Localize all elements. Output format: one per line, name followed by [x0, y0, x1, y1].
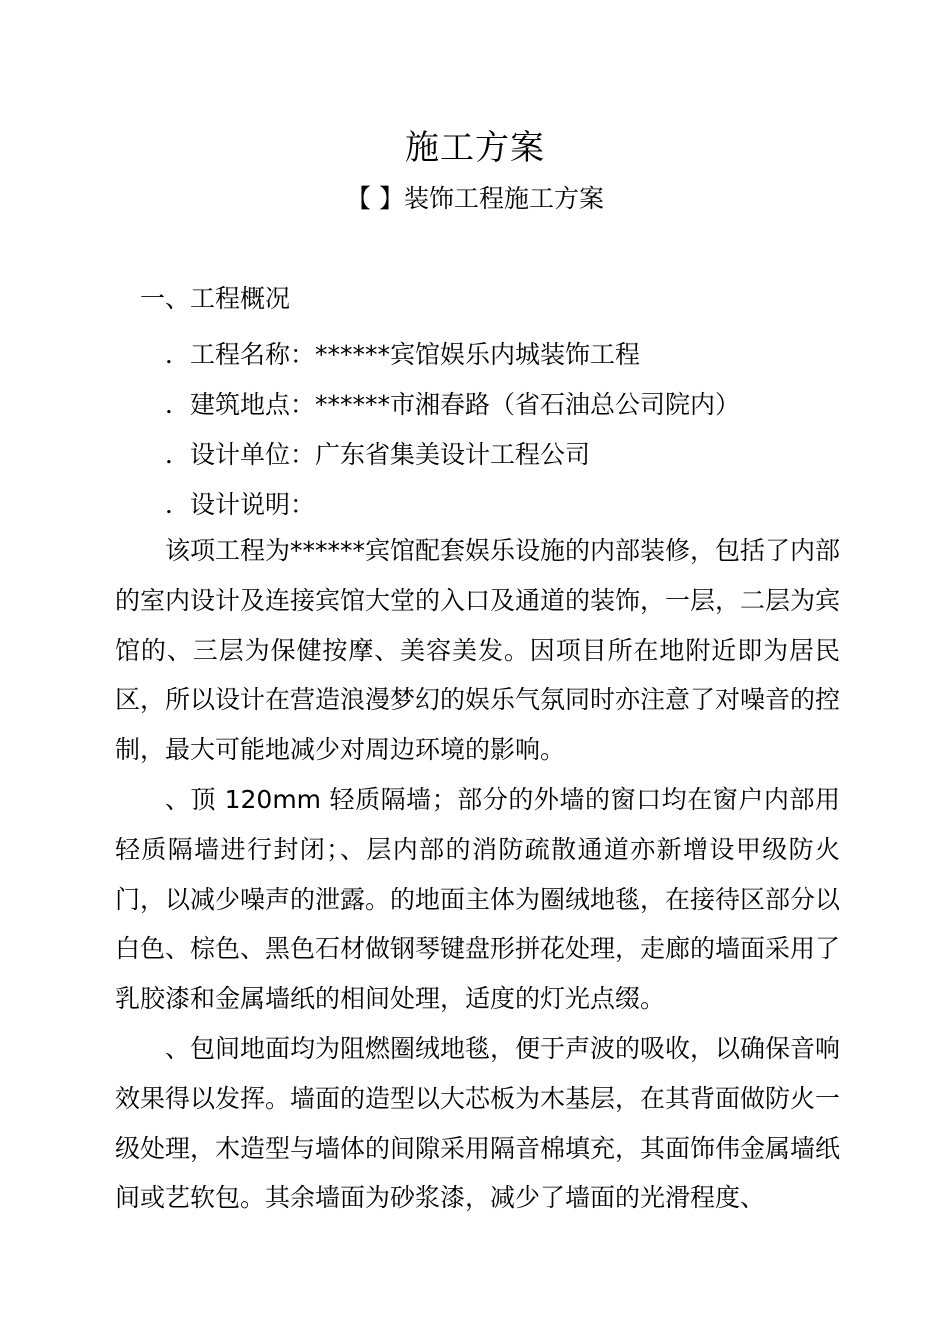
project-name-item: ．工程名称：******宾馆娱乐内城装饰工程: [165, 340, 641, 369]
design-unit-item: ．设计单位：广东省集美设计工程公司: [165, 440, 591, 469]
section-heading: 一、工程概况: [140, 284, 291, 313]
paragraph-overview: 该项工程为******宾馆配套娱乐设施的内部装修，包括了内部的室内设计及连接宾馆大堂的入口及通道的装饰，一层，二层为宾馆的、三层为保健按摩、美容美发。因项目所在地附近即为居民区，所以设计在营造浪漫梦幻的娱乐气氛同时亦注意了对噪音的控制，最大可能地减少对周边环境的影响。: [115, 536, 841, 765]
paragraph-partition-walls: 、顶 120mm 轻质隔墙；部分的外墙的窗口均在窗户内部用轻质隔墙进行封闭；、层内部的消防疏散通道亦新增设甲级防火门，以减少噪声的泄露。的地面主体为圈绒地毯，在接待区部分以白色、棕色、黑色石材做钢琴键盘形拼花处理，走廊的墙面采用了乳胶漆和金属墙纸的相间处理，适度的灯光点缀。: [115, 784, 841, 1014]
design-notes-item: ．设计说明：: [165, 490, 316, 519]
project-info-list: [165, 330, 740, 530]
document-subtitle: 【 】装饰工程施工方案: [346, 184, 604, 213]
project-location-item: ．建筑地点：******市湘春路（省石油总公司院内）: [165, 390, 741, 419]
paragraph-private-rooms: 、包间地面均为阻燃圈绒地毯，便于声波的吸收，以确保音响效果得以发挥。墙面的造型以大芯板为木基层，在其背面做防火一级处理，木造型与墙体的间隙采用隔音棉填充，其面饰伟金属墙纸间或艺软包。其余墙面为砂浆漆，减少了墙面的光滑程度、: [115, 1033, 841, 1213]
design-description: [115, 526, 840, 1223]
document-title: 施工方案: [405, 128, 545, 168]
